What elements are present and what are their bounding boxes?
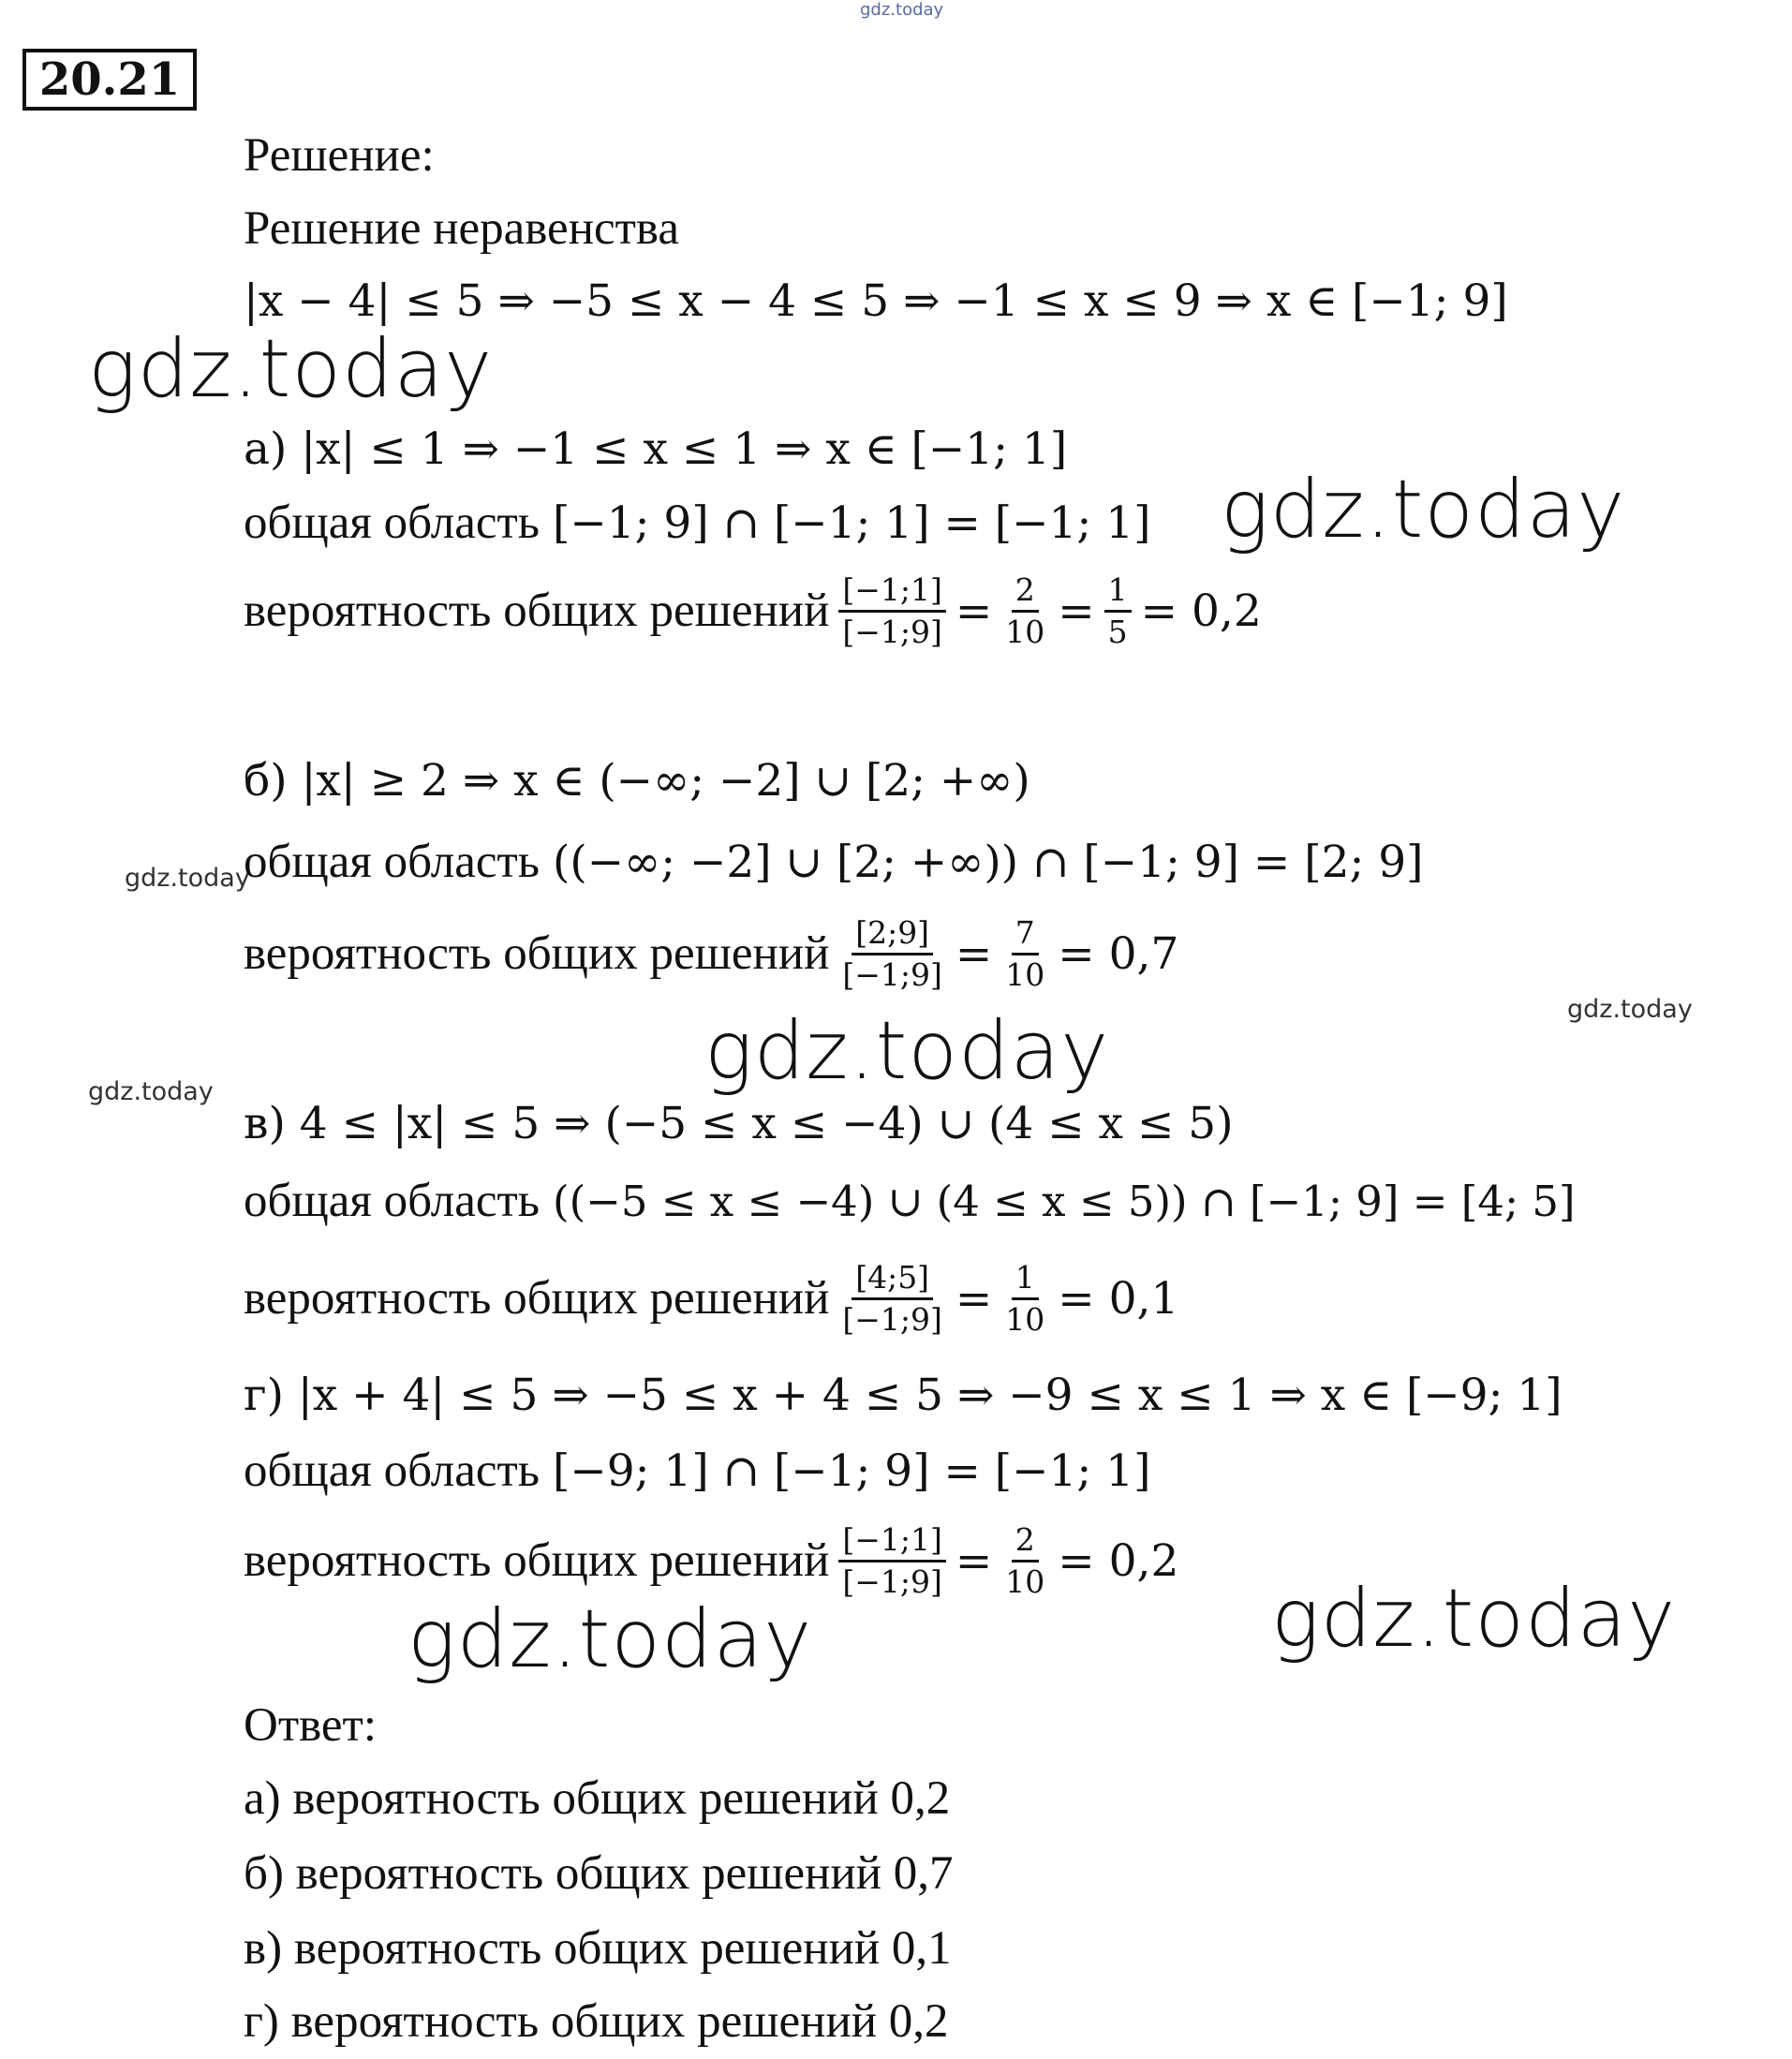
answer-item-c: в) вероятность общих решений 0,1 [244, 1922, 952, 1975]
problem-number: 20.21 [22, 49, 197, 111]
part-d-prob-label: вероятность общих решений [244, 1534, 830, 1587]
watermark-1: gdz.today [88, 322, 494, 416]
part-c-region-label: общая область [244, 1175, 541, 1227]
part-d-probability: вероятность общих решений $\frac{[-1;1]}{[-1;9]}$ = $\frac{2}{10}$ = 0,2 [244, 1520, 1179, 1600]
watermark-top: gdz.today [860, 0, 944, 20]
part-c-fraction-2: $\frac{1}{10}$ [1005, 1258, 1045, 1338]
part-d-fraction-2: $\frac{2}{10}$ [1005, 1520, 1045, 1600]
part-a-condition: а) |x| ≤ 1 ⇒ −1 ≤ x ≤ 1 ⇒ x ∈ [−1; 1] [244, 423, 1068, 475]
watermark-6: gdz.today [88, 1077, 214, 1106]
part-c-region [244, 1173, 1576, 1229]
watermark-3: gdz.today [125, 864, 250, 893]
part-c-fraction-1: $\frac{[4;5]}{[-1;9]}$ [842, 1258, 942, 1338]
part-b-region [244, 834, 1424, 890]
part-b-prob-label: вероятность общих решений [244, 927, 830, 980]
part-b-region-expr: ((−∞; −2] ∪ [2; +∞)) ∩ [−1; 9] = [2; 9] [553, 836, 1424, 888]
main-inequality: |x − 4| ≤ 5 ⇒ −5 ≤ x − 4 ≤ 5 ⇒ −1 ≤ x ≤ 9 ⇒ x ∈ [−1; 9] [244, 275, 1508, 327]
solution-heading: Решение: [244, 129, 435, 182]
watermark-8: gdz.today [407, 1592, 813, 1686]
part-c-result: = 0,1 [1058, 1272, 1179, 1325]
part-a-region [244, 495, 1150, 551]
answer-item-a: а) вероятность общих решений 0,2 [244, 1772, 951, 1825]
watermark-2: gdz.today [1221, 463, 1626, 556]
part-d-region-expr: [−9; 1] ∩ [−1; 9] = [−1; 1] [553, 1444, 1151, 1497]
part-a-result: = 0,2 [1140, 585, 1262, 637]
part-d-region [244, 1443, 1150, 1499]
part-b-region-label: общая область [244, 836, 541, 888]
part-a-prob-label: вероятность общих решений [244, 585, 830, 637]
part-c-probability: вероятность общих решений $\frac{[4;5]}{[-1;9]}$ = $\frac{1}{10}$ = 0,1 [244, 1258, 1179, 1338]
watermark-5: gdz.today [704, 1004, 1110, 1098]
answer-item-b: б) вероятность общих решений 0,7 [244, 1847, 954, 1900]
part-b-fraction-2: $\frac{7}{10}$ [1005, 913, 1045, 993]
part-a-fraction-1: $\frac{[-1;1]}{[-1;9]}$ [838, 572, 946, 650]
part-a-fraction-3: $\frac{1}{5}$ [1104, 572, 1132, 650]
answer-item-d: г) вероятность общих решений 0,2 [244, 1995, 949, 2048]
part-b-fraction-1: $\frac{[2;9]}{[-1;9]}$ [842, 913, 942, 993]
part-a-probability: вероятность общих решений $\frac{[-1;1]}{[-1;9]}$ = $\frac{2}{10}$ = $\frac{1}{5}$ = 0,2 [244, 570, 1262, 650]
part-b-condition: б) |x| ≥ 2 ⇒ x ∈ (−∞; −2] ∪ [2; +∞) [244, 755, 1030, 807]
part-c-region-expr: ((−5 ≤ x ≤ −4) ∪ (4 ≤ x ≤ 5)) ∩ [−1; 9] = [4; 5] [553, 1176, 1576, 1226]
part-a-fraction-2: $\frac{2}{10}$ [1005, 570, 1045, 650]
part-d-result: = 0,2 [1058, 1534, 1179, 1587]
part-d-condition: г) |x + 4| ≤ 5 ⇒ −5 ≤ x + 4 ≤ 5 ⇒ −9 ≤ x ≤ 1 ⇒ x ∈ [−9; 1] [244, 1370, 1562, 1421]
part-b-probability: вероятность общих решений $\frac{[2;9]}{[-1;9]}$ = $\frac{7}{10}$ = 0,7 [244, 913, 1179, 993]
part-c-condition: в) 4 ≤ |x| ≤ 5 ⇒ (−5 ≤ x ≤ −4) ∪ (4 ≤ x ≤ 5) [244, 1098, 1234, 1149]
watermark-7: gdz.today [1271, 1572, 1677, 1666]
part-a-region-expr: [−1; 9] ∩ [−1; 1] = [−1; 1] [553, 496, 1151, 549]
answer-heading: Ответ: [244, 1699, 377, 1752]
part-d-fraction-1: $\frac{[-1;1]}{[-1;9]}$ [838, 1522, 946, 1600]
solution-intro: Решение неравенства [244, 202, 679, 255]
watermark-4: gdz.today [1567, 995, 1693, 1024]
part-a-region-label: общая область [244, 496, 541, 549]
part-b-result: = 0,7 [1058, 927, 1179, 980]
part-c-prob-label: вероятность общих решений [244, 1272, 830, 1325]
part-d-region-label: общая область [244, 1444, 541, 1497]
